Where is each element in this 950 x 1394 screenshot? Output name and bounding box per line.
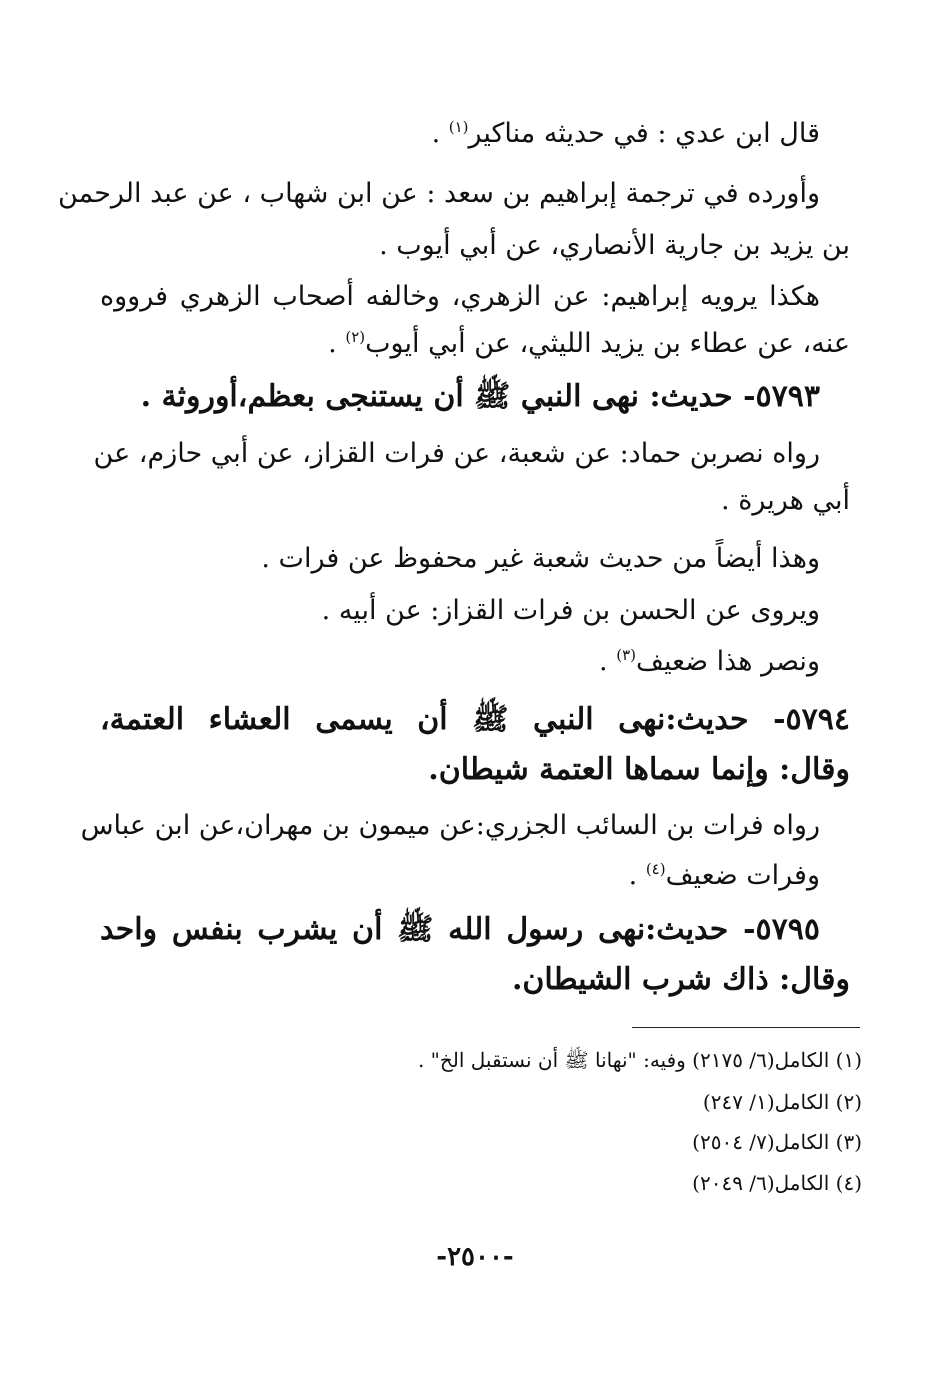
text-line: بن يزيد بن جارية الأنصاري، عن أبي أيوب . (379, 230, 850, 261)
hadith-heading-5795-cont: وقال: ذاك شرب الشيطان. (511, 962, 850, 997)
hadith-heading-5794: ٥٧٩٤- حديث:نهى النبي ﷺ أن يسمى العشاء العتمة، (100, 702, 850, 737)
text-line (599, 648, 820, 675)
page-number: -٢٥٠٠- (436, 1242, 514, 1272)
footnote-2: (٢) الكامل(١/ ٢٤٧) (702, 1090, 862, 1114)
footnote-ref[interactable]: (٤) (645, 860, 666, 878)
line-end: . (431, 118, 449, 149)
text-line: هكذا يرويه إبراهيم: عن الزهري، وخالفه أصحاب الزهري فرووه (100, 281, 820, 312)
text-line (629, 862, 820, 889)
text-line: رواه فرات بن السائب الجزري:عن ميمون بن مهران،عن ابن عباس (80, 810, 820, 841)
footnote-1: (١) الكامل(٦/ ٢١٧٥) وفيه: "نهانا ﷺ أن نستقبل الخ" . (417, 1048, 862, 1072)
line-text: عنه، عن عطاء بن يزيد الليثي، عن أبي أيوب (365, 328, 850, 359)
text-line: رواه نصربن حماد: عن شعبة، عن فرات القزاز، عن أبي حازم، عن (93, 438, 820, 469)
footnote-3: (٣) الكامل(٧/ ٢٥٠٤) (692, 1130, 862, 1154)
hadith-heading-5793: ٥٧٩٣- حديث: نهى النبي ﷺ أن يستنجى بعظم،أوروثة . (140, 379, 820, 414)
hadith-heading-5794-cont: وقال: وإنما سماها العتمة شيطان. (428, 752, 850, 787)
line-end: . (628, 860, 646, 891)
text-line (328, 330, 850, 357)
text-line: وأورده في ترجمة إبراهيم بن سعد : عن ابن شهاب ، عن عبد الرحمن (58, 178, 820, 209)
footnote-4: (٤) الكامل(٦/ ٢٠٤٩) (692, 1171, 862, 1195)
text-line: أبي هريرة . (721, 485, 850, 516)
line-text: قال ابن عدي : في حديثه مناكير (468, 118, 820, 149)
text-line: ويروى عن الحسن بن فرات القزاز: عن أبيه . (321, 595, 820, 626)
line-text: وفرات ضعيف (665, 860, 820, 891)
footnote-ref[interactable]: (٢) (345, 328, 366, 346)
line-end: . (328, 328, 346, 359)
footnote-ref[interactable]: (٣) (616, 646, 636, 664)
footnote-divider (632, 1027, 860, 1028)
text-line (432, 120, 820, 147)
line-text: ونصر هذا ضعيف (636, 646, 820, 677)
footnote-ref[interactable]: (١) (448, 118, 469, 136)
hadith-heading-5795: ٥٧٩٥- حديث:نهى رسول الله ﷺ أن يشرب بنفس واحد (100, 912, 820, 947)
line-end: . (599, 646, 617, 677)
text-line: وهذا أيضاً من حديث شعبة غير محفوظ عن فرات . (261, 543, 820, 574)
